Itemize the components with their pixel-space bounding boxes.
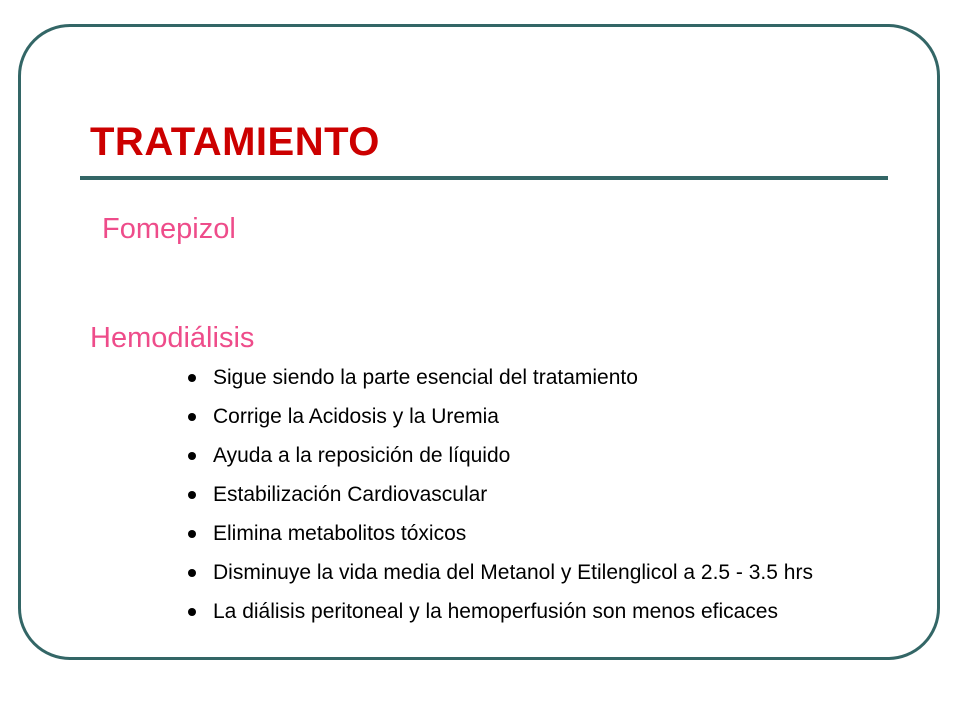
bullet-icon [188, 413, 196, 421]
bullet-text: Ayuda a la reposición de líquido [213, 444, 511, 467]
bullet-text: Sigue siendo la parte esencial del tratamiento [213, 366, 638, 389]
bullet-icon [188, 452, 196, 460]
list-item [186, 444, 906, 468]
heading-fomepizol: Fomepizol [102, 213, 236, 245]
list-item [186, 366, 906, 390]
heading-hemodialisis: Hemodiálisis [90, 322, 255, 354]
list-item [186, 522, 906, 546]
list-item [186, 405, 906, 429]
bullet-icon [188, 374, 196, 382]
list-item [186, 561, 906, 585]
bullet-text: Estabilización Cardiovascular [213, 483, 488, 506]
bullet-text: La diálisis peritoneal y la hemoperfusión son menos eficaces [213, 600, 778, 623]
list-item [186, 600, 906, 624]
list-item [186, 483, 906, 507]
bullet-icon [188, 569, 196, 577]
bullet-text: Disminuye la vida media del Metanol y Etilenglicol a 2.5 - 3.5 hrs [213, 561, 813, 584]
bullet-icon [188, 491, 196, 499]
slide-title: TRATAMIENTO [90, 120, 380, 164]
bullet-text: Elimina metabolitos tóxicos [213, 522, 467, 545]
title-underline [80, 176, 888, 180]
bullet-icon [188, 530, 196, 538]
bullet-icon [188, 608, 196, 616]
bullet-text: Corrige la Acidosis y la Uremia [213, 405, 499, 428]
bullet-list [186, 366, 906, 639]
